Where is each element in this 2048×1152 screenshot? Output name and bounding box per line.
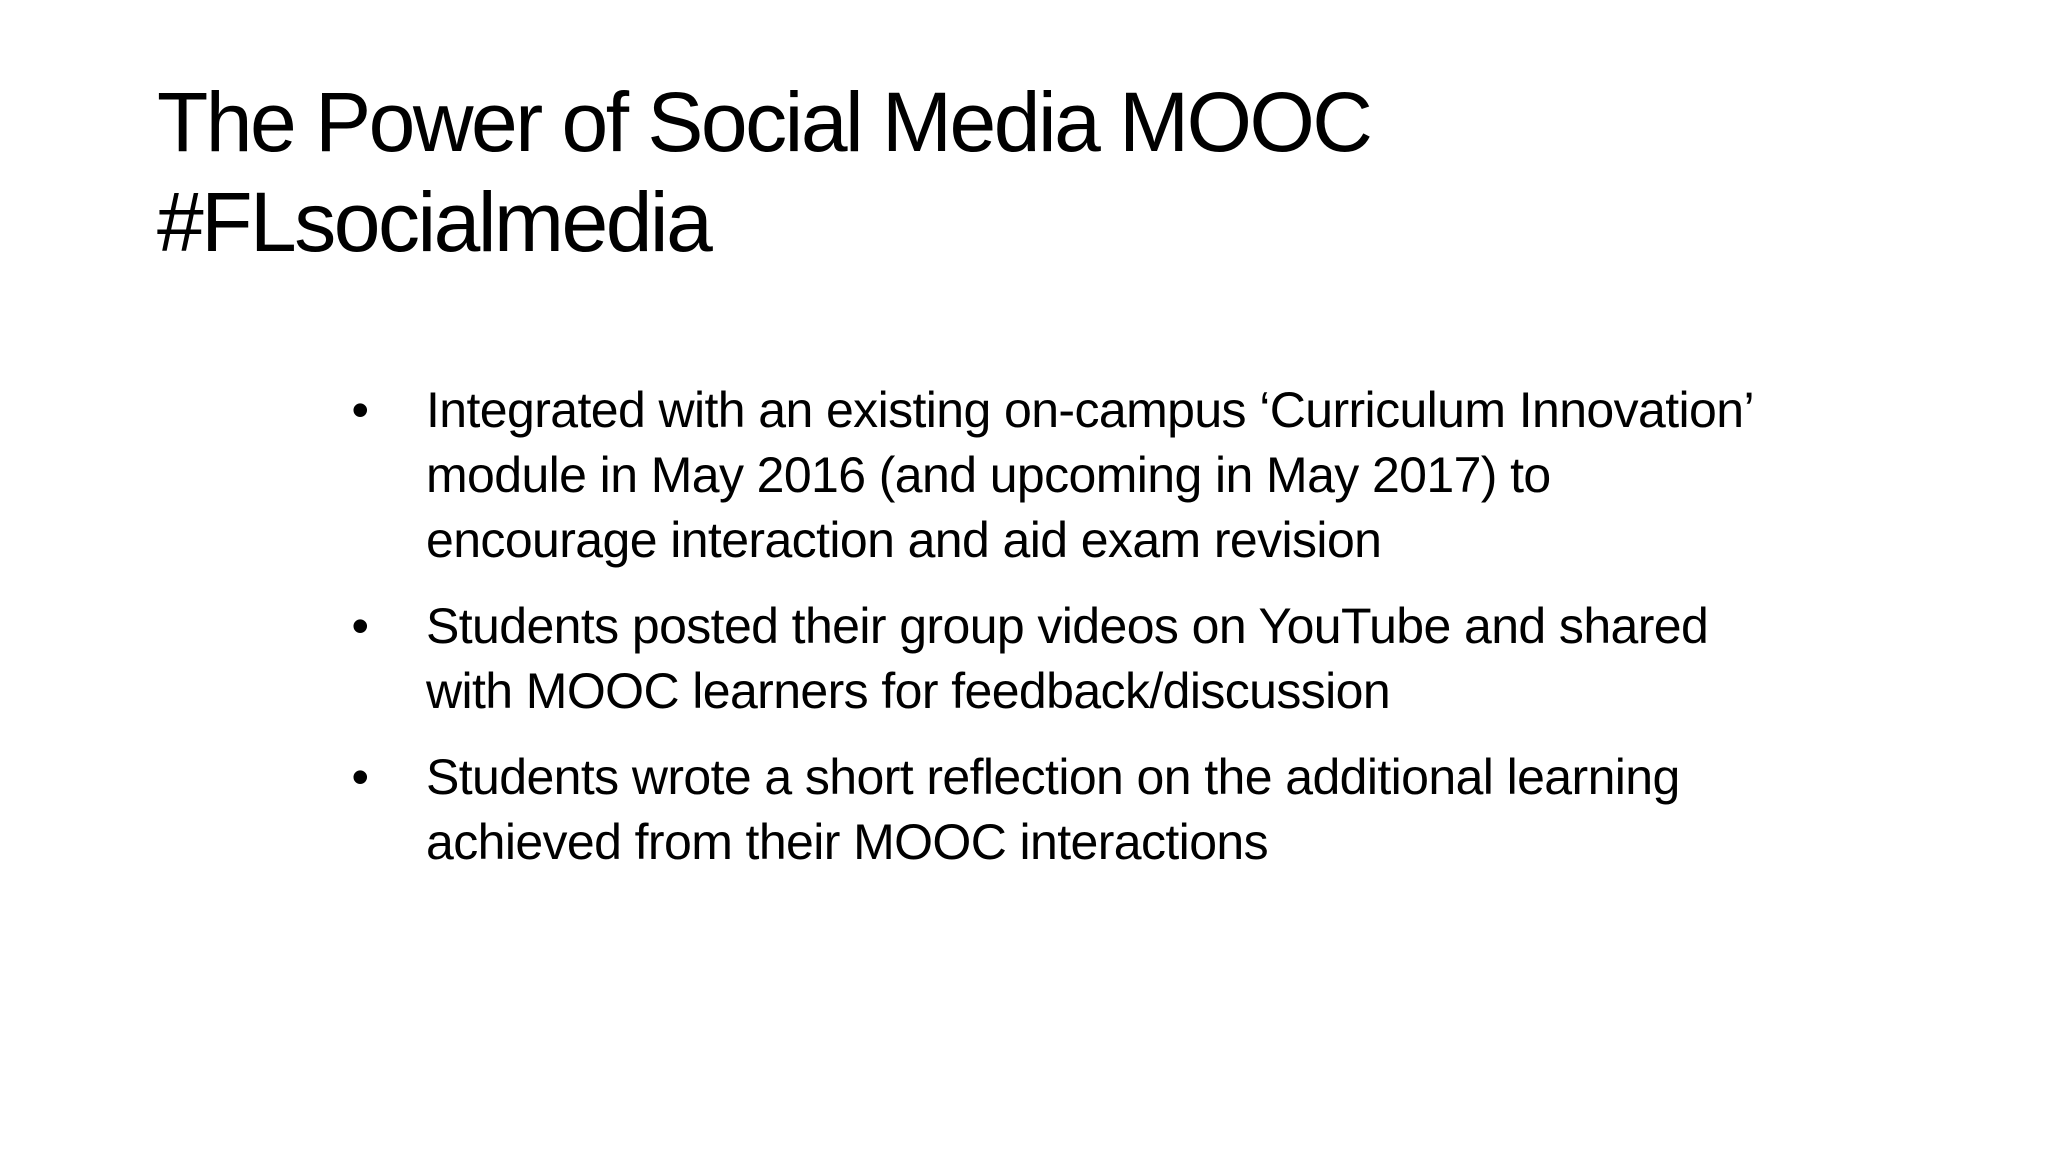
bullet-text: Students wrote a short reflection on the additional learning achieved from their MOOC interactions — [426, 749, 1680, 870]
bullet-list — [340, 378, 1780, 896]
bullet-item — [340, 378, 1780, 573]
bullet-text: Integrated with an existing on-campus ‘Curriculum Innovation’ module in May 2016 (and upcoming in May 2017) to encourage interaction and aid exam revision — [426, 382, 1753, 568]
bullet-dot-icon: • — [351, 598, 369, 654]
slide-title-line-2: #FLsocialmedia — [157, 175, 711, 269]
bullet-dot-icon: • — [351, 749, 369, 805]
bullet-dot-icon: • — [351, 382, 369, 438]
slide-title — [157, 72, 1917, 272]
slide-title-line-1: The Power of Social Media MOOC — [157, 75, 1371, 169]
bullet-item — [340, 745, 1780, 875]
bullet-item — [340, 594, 1780, 724]
bullet-text: Students posted their group videos on YouTube and shared with MOOC learners for feedback/discussion — [426, 598, 1709, 719]
